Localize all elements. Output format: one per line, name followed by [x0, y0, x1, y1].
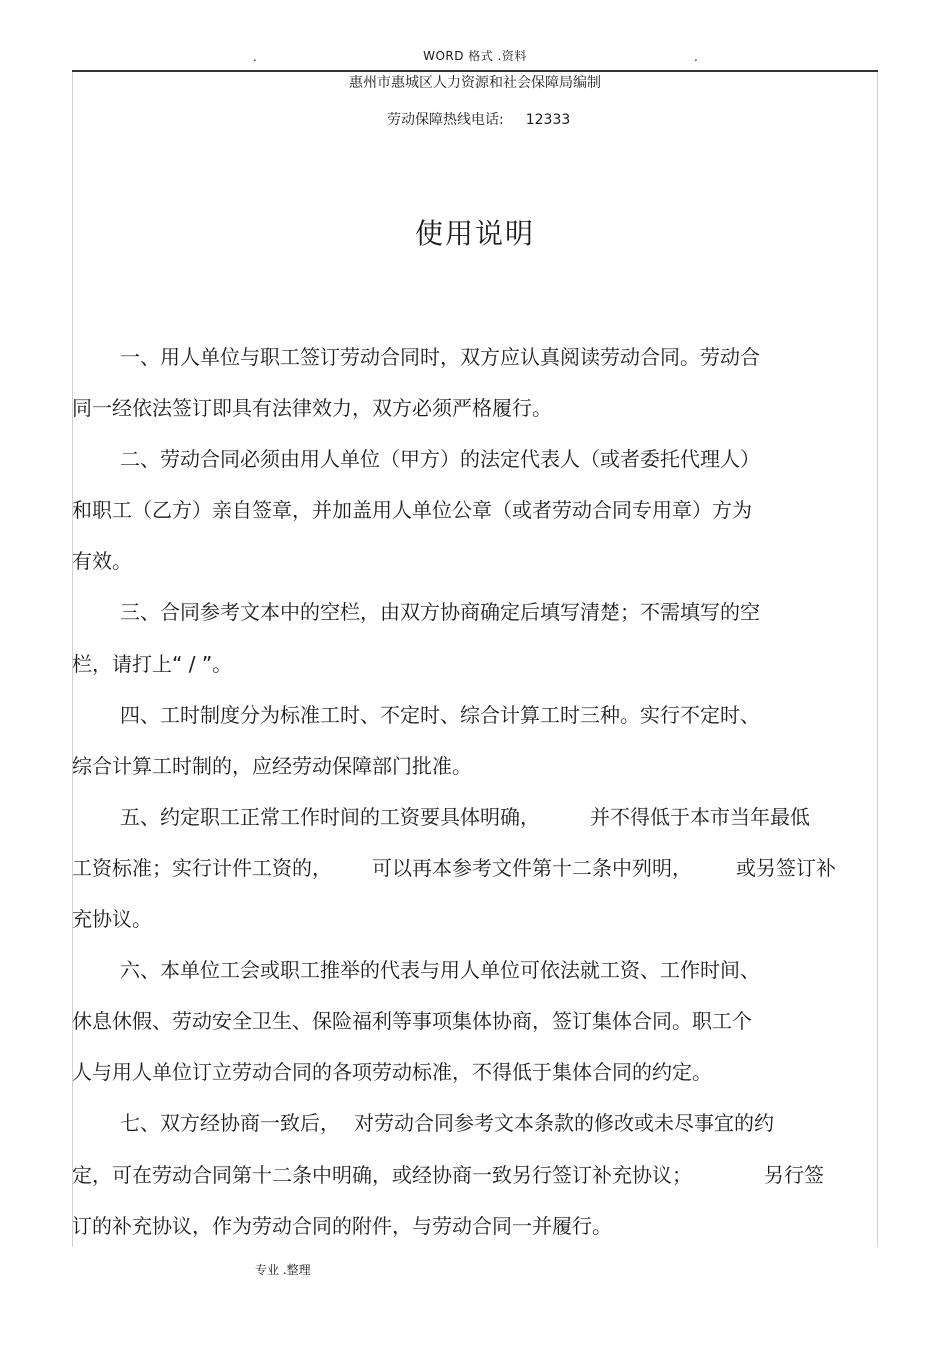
publisher-line: 惠州市惠城区人力资源和社会保障局编制	[349, 75, 601, 91]
paragraph-line	[72, 1104, 878, 1155]
paragraph-line: 有效。	[72, 549, 132, 574]
paragraph-line: 和职工（乙方）亲自签章，并加盖用人单位公章（或者劳动合同专用章）方为	[72, 498, 752, 523]
paragraph-line: 栏，请打上“ / ”。	[72, 651, 233, 676]
paragraph-line: 同一经依法签订即具有法律效力，双方必须严格履行。	[72, 396, 552, 421]
line-segment: 五、约定职工正常工作时间的工资要具体明确，	[120, 804, 540, 829]
paragraph-line: 订的补充协议，作为劳动合同的附件，与劳动合同一并履行。	[72, 1213, 612, 1238]
header-title: WORD 格式 .资料	[423, 49, 527, 63]
line-segment: 对劳动合同参考文本条款的修改或未尽事宜的约	[354, 1111, 774, 1136]
hotline-line	[387, 111, 570, 129]
line-segment: 定，可在劳动合同第十二条中明确，或经协商一致另行签订补充协议；	[72, 1162, 692, 1187]
paragraph-line	[72, 1156, 878, 1207]
paragraph-line: 二、劳动合同必须由用人单位（甲方）的法定代表人（或者委托代理人）	[120, 447, 760, 472]
paragraph-2	[72, 440, 878, 593]
line-segment: 七、双方经协商一致后，	[120, 1111, 340, 1136]
paragraph-line: 三、合同参考文本中的空栏，由双方协商确定后填写清楚；不需填写的空	[120, 600, 760, 625]
hotline-number: 12333	[525, 112, 571, 128]
paragraph-1	[72, 338, 878, 440]
paragraph-line	[72, 849, 878, 900]
line-segment: 工资标准；实行计件工资的，	[72, 855, 332, 880]
paragraph-6	[72, 951, 878, 1104]
line-segment: 并不得低于本市当年最低	[590, 804, 810, 829]
footer-note: 专业 .整理	[255, 1263, 311, 1277]
paragraph-line: 休息休假、劳动安全卫生、保险福利等事项集体协商，签订集体合同。职工个	[72, 1009, 752, 1034]
paragraph-line: 四、工时制度分为标准工时、不定时、综合计算工时三种。实行不定时、	[120, 702, 760, 727]
paragraph-line	[72, 798, 878, 849]
paragraph-line: 充协议。	[72, 907, 152, 932]
paragraph-4	[72, 696, 878, 798]
header-right-dot: .	[694, 50, 698, 64]
header-rule	[72, 70, 878, 72]
paragraph-line: 人与用人单位订立劳动合同的各项劳动标准，不得低于集体合同的约定。	[72, 1060, 712, 1085]
line-segment: 另行签	[764, 1162, 824, 1187]
document-title: 使用说明	[414, 217, 535, 250]
paragraph-5	[72, 798, 878, 951]
instructions-body	[72, 338, 878, 1258]
paragraph-line: 综合计算工时制的，应经劳动保障部门批准。	[72, 753, 472, 778]
line-segment: 或另签订补	[736, 855, 836, 880]
line-segment: 可以再本参考文件第十二条中列明，	[372, 855, 692, 880]
paragraph-7	[72, 1104, 878, 1257]
paragraph-line: 一、用人单位与职工签订劳动合同时，双方应认真阅读劳动合同。劳动合	[120, 345, 760, 369]
paragraph-line: 六、本单位工会或职工推举的代表与用人单位可依法就工资、工作时间、	[120, 958, 760, 983]
paragraph-3	[72, 593, 878, 695]
header-left-dot: .	[253, 50, 257, 64]
hotline-label: 劳动保障热线电话:	[387, 112, 504, 128]
